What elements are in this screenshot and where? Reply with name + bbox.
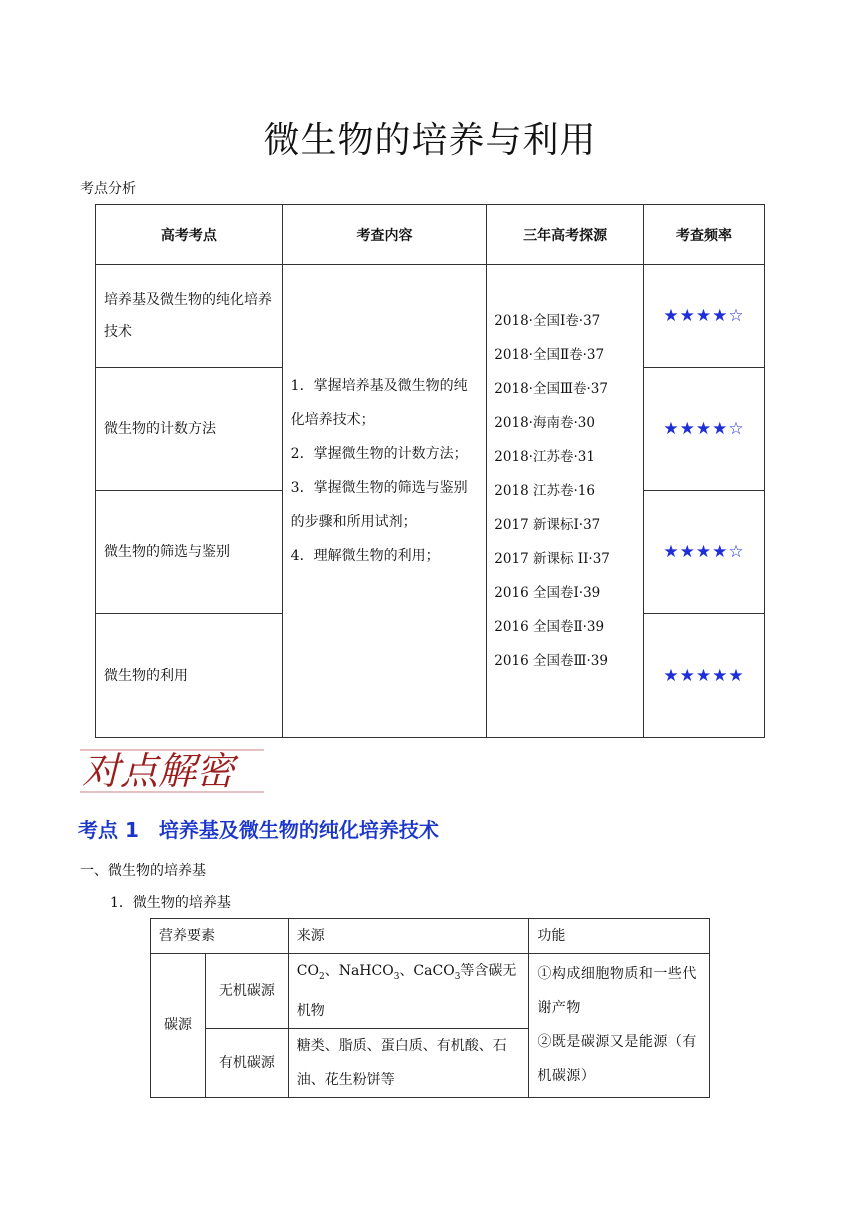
function-cell [529, 954, 710, 1098]
content-item: 3．掌握微生物的筛选与鉴别的步骤和所用试剂； [290, 480, 468, 530]
frequency-stars: ★★★★★ [644, 614, 765, 738]
sources-cell [487, 265, 644, 738]
medium-table [150, 918, 710, 1098]
topic-cell: 培养基及微生物的纯化培养技术 [96, 265, 283, 368]
function-item: ②既是碳源又是能源（有机碳源） [537, 1034, 697, 1085]
organic-carbon-cell: 有机碳源 [205, 1028, 288, 1097]
inorganic-source-cell: $CO_2$、NaHCO$_3$、CaCO$_3$等含碳无机物 [288, 954, 529, 1029]
header-source: 三年高考探源 [487, 205, 644, 265]
source-item: 2017 新课标Ⅰ·37 [494, 517, 601, 533]
logo-text: 对点解密 [82, 749, 235, 793]
header-content: 考查内容 [282, 205, 487, 265]
carbon-source-cell: 碳源 [151, 954, 206, 1098]
sub-heading: 一、微生物的培养基 [80, 863, 206, 879]
duidian-jiemi-logo [78, 744, 268, 798]
header-source: 来源 [288, 919, 529, 954]
header-topic: 高考考点 [96, 205, 283, 265]
frequency-stars: ★★★★☆ [644, 265, 765, 368]
source-item: 2018·江苏卷·31 [494, 449, 595, 465]
topic-cell: 微生物的利用 [96, 614, 283, 738]
page-title: 微生物的培养与利用 [263, 120, 597, 161]
topic-cell: 微生物的筛选与鉴别 [96, 491, 283, 614]
sub-heading: 1．微生物的培养基 [110, 895, 231, 911]
header-nutrient: 营养要素 [151, 919, 289, 954]
section-heading: 考点 1 培养基及微生物的纯化培养技术 [78, 818, 439, 842]
source-item: 2016 全国卷Ⅰ·39 [494, 585, 601, 601]
content-item: 1．掌握培养基及微生物的纯化培养技术； [290, 378, 468, 428]
source-item: 2017 新课标 II·37 [494, 551, 610, 567]
content-item: 4．理解微生物的利用； [290, 548, 440, 564]
content-cell [282, 265, 487, 738]
header-function: 功能 [529, 919, 710, 954]
inorganic-carbon-cell: 无机碳源 [205, 954, 288, 1029]
section-label: 考点分析 [80, 181, 136, 197]
source-item: 2016 全国卷Ⅱ·39 [494, 619, 605, 635]
header-frequency: 考查频率 [644, 205, 765, 265]
source-item: 2018·海南卷·30 [494, 415, 595, 431]
source-item: 2018·全国Ⅱ卷·37 [494, 347, 605, 363]
source-item: 2018·全国Ⅰ卷·37 [494, 313, 601, 329]
function-item: ①构成细胞物质和一些代谢产物 [537, 966, 697, 1017]
frequency-stars: ★★★★☆ [644, 368, 765, 491]
source-item: 2018 江苏卷·16 [494, 483, 595, 499]
topic-cell: 微生物的计数方法 [96, 368, 283, 491]
frequency-stars: ★★★★☆ [644, 491, 765, 614]
source-item: 2018·全国Ⅲ卷·37 [494, 381, 608, 397]
analysis-table [95, 204, 765, 738]
organic-source-cell: 糖类、脂质、蛋白质、有机酸、石油、花生粉饼等 [288, 1028, 529, 1097]
content-item: 2．掌握微生物的计数方法； [290, 446, 468, 462]
source-item: 2016 全国卷Ⅲ·39 [494, 653, 608, 669]
